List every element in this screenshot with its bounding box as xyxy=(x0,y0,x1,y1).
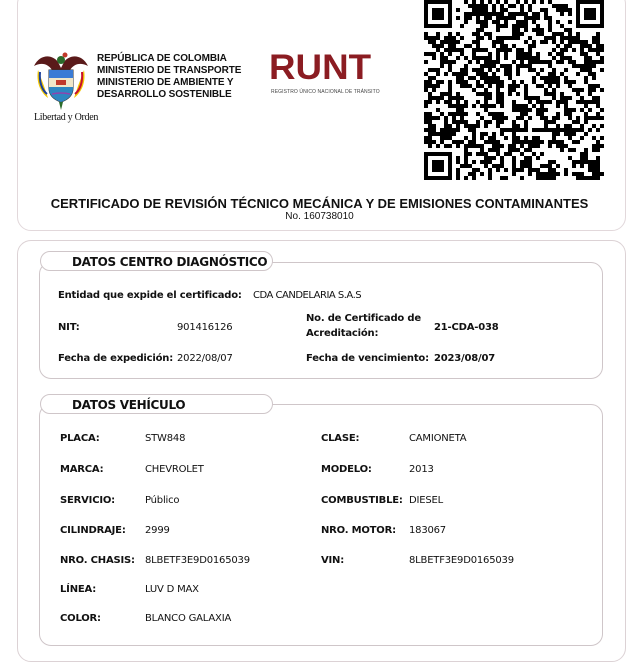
expedicion-label: Fecha de expedición: xyxy=(58,353,174,364)
linea-value: LUV D MAX xyxy=(145,584,199,595)
color-value: BLANCO GALAXIA xyxy=(145,613,232,624)
vencimiento-label: Fecha de vencimiento: xyxy=(306,353,429,364)
acreditacion-label-line: No. de Certificado de xyxy=(306,313,421,324)
cilindraje-value: 2999 xyxy=(145,525,170,536)
marca-value: CHEVROLET xyxy=(145,464,204,475)
government-line: REPÚBLICA DE COLOMBIA xyxy=(97,53,227,64)
acreditacion-label xyxy=(306,312,421,340)
motor-value: 183067 xyxy=(409,525,446,536)
runt-subtitle: REGISTRO ÚNICO NACIONAL DE TRÁNSITO xyxy=(271,89,380,95)
linea-label: LÍNEA: xyxy=(60,584,97,595)
qr-code-icon xyxy=(424,0,604,180)
nit-value: 901416126 xyxy=(177,322,233,333)
modelo-label: MODELO: xyxy=(321,464,372,475)
clase-label: CLASE: xyxy=(321,433,360,444)
vin-value: 8LBETF3E9D0165039 xyxy=(409,555,514,566)
clase-value: CAMIONETA xyxy=(409,433,467,444)
combustible-label: COMBUSTIBLE: xyxy=(321,495,403,506)
emblem-motto: Libertad y Orden xyxy=(34,112,99,123)
servicio-label: SERVICIO: xyxy=(60,495,115,506)
centro-diagnostico-title: DATOS CENTRO DIAGNÓSTICO xyxy=(40,251,273,271)
acreditacion-label-line: Acreditación: xyxy=(306,328,379,339)
motor-label: NRO. MOTOR: xyxy=(321,525,396,536)
acreditacion-value: 21-CDA-038 xyxy=(434,322,499,333)
cilindraje-label: CILINDRAJE: xyxy=(60,525,126,536)
modelo-value: 2013 xyxy=(409,464,434,475)
vehiculo-title: DATOS VEHÍCULO xyxy=(40,394,273,414)
government-line: DESARROLLO SOSTENIBLE xyxy=(97,89,232,100)
chasis-label: NRO. CHASIS: xyxy=(60,555,135,566)
placa-value: STW848 xyxy=(145,433,186,444)
certificate-number: No. 160738010 xyxy=(285,211,354,222)
colombia-coat-of-arms-icon xyxy=(30,48,92,112)
combustible-value: DIESEL xyxy=(409,495,444,506)
vencimiento-value: 2023/08/07 xyxy=(434,353,495,364)
certificate-title: CERTIFICADO DE REVISIÓN TÉCNICO MECÁNICA Y DE EMISIONES CONTAMINANTES xyxy=(50,196,589,211)
servicio-value: Público xyxy=(145,495,180,506)
entidad-label: Entidad que expide el certificado: xyxy=(58,290,242,301)
government-line: MINISTERIO DE AMBIENTE Y xyxy=(97,77,234,88)
government-line: MINISTERIO DE TRANSPORTE xyxy=(97,65,242,76)
runt-logo: RUNT xyxy=(269,48,372,87)
government-heading xyxy=(97,53,241,101)
nit-label: NIT: xyxy=(58,322,80,333)
marca-label: MARCA: xyxy=(60,464,104,475)
expedicion-value: 2022/08/07 xyxy=(177,353,233,364)
chasis-value: 8LBETF3E9D0165039 xyxy=(145,555,250,566)
placa-label: PLACA: xyxy=(60,433,100,444)
entidad-value: CDA CANDELARIA S.A.S xyxy=(253,290,362,301)
color-label: COLOR: xyxy=(60,613,101,624)
vin-label: VIN: xyxy=(321,555,345,566)
